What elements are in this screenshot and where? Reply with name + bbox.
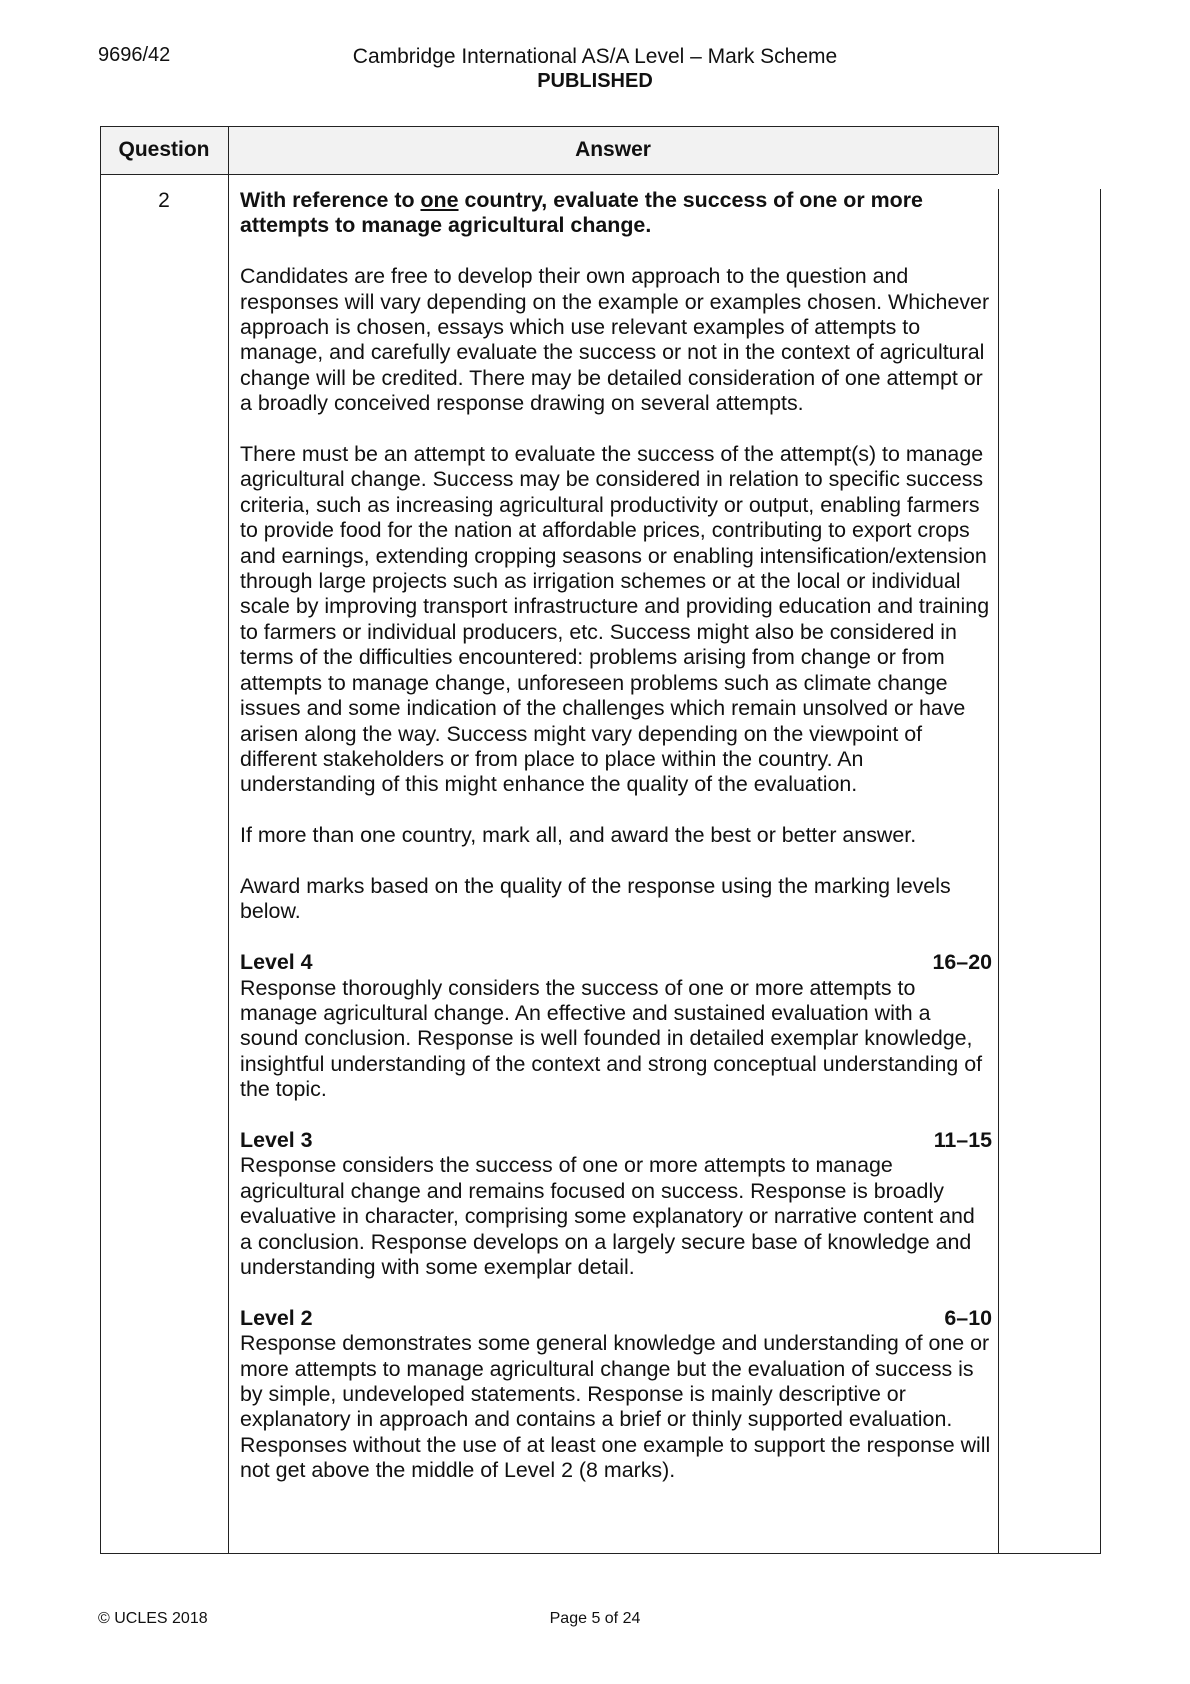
level-description: Response considers the success of one or more attempts to manage agricultural change and remains focused on success. Response is broadly evaluative in character, comprising some explanatory or narrative content and a conclusion. Response develops on a largely secure base of knowledge and understanding with some exemplar detail.	[240, 1153, 975, 1279]
answer-cell	[240, 188, 992, 1484]
marking-level-2	[240, 1306, 992, 1484]
copyright-notice: © UCLES 2018	[98, 1610, 208, 1627]
level-label: Level 2	[240, 1305, 313, 1330]
table-header-right-border	[998, 126, 999, 174]
question-underlined-word: one	[420, 188, 459, 212]
column-header-question: Question	[118, 138, 210, 161]
document-title: Cambridge International AS/A Level – Mark Scheme	[352, 45, 838, 68]
column-header-answer: Answer	[575, 138, 651, 161]
level-marks: 16–20	[932, 950, 992, 975]
level-description: Response thoroughly considers the success of one or more attempts to manage agricultural change. An effective and sustained evaluation with a sound conclusion. Response is well founded in detailed exemplar knowledge, insightful understanding of the context and strong conceptual understanding of the topic.	[240, 975, 983, 1102]
answer-paragraph-approach: Candidates are free to develop their own approach to the question and responses will vary depending on the example or examples chosen. Whichever approach is chosen, essays which use relevant examples of attempts to manage, and carefully evaluate the success or not in the context of agricultural change will be credited. There may be detailed consideration of one attempt or a broadly conceived response drawing on several attempts.	[240, 264, 990, 416]
page-number: Page 5 of 24	[549, 1610, 641, 1627]
marking-level-3	[240, 1128, 992, 1280]
level-heading	[240, 1306, 992, 1331]
marking-level-4	[240, 950, 992, 1102]
document-status: PUBLISHED	[537, 70, 653, 92]
level-label: Level 4	[240, 950, 313, 975]
answer-paragraph-evaluation: There must be an attempt to evaluate the success of the attempt(s) to manage agricultural change. Success may be considered in relation to specific success criteria, such as increasing agricultural productivity or output, enabling farmers to provide food for the nation at affordable prices, contributing to export crops and earnings, extending cropping seasons or enabling intensification/extension through large projects such as irrigation schemes or at the local or individual scale by improving transport infrastructure and providing education and training to farmers or individual producers, etc. Success might also be considered in terms of the difficulties encountered: problems arising from change or from attempts to manage change, unforeseen problems such as climate change issues and some indication of the challenges which remain unsolved or have arisen along the way. Success might vary depending on the viewpoint of different stakeholders or from place to place within the country. An understanding of this might enhance the quality of the evaluation.	[240, 442, 990, 797]
answer-paragraph-award-marks: Award marks based on the quality of the response using the marking levels below.	[240, 873, 951, 924]
question-text: With reference to one country, evaluate the success of one or more attempts to manage agricultural change.	[240, 188, 923, 238]
question-number: 2	[158, 189, 170, 212]
answer-paragraph-multiple-countries: If more than one country, mark all, and award the best or better answer.	[240, 823, 917, 848]
table-column-divider	[228, 126, 229, 1553]
level-heading	[240, 1128, 992, 1153]
level-marks: 6–10	[944, 1305, 992, 1330]
table-left-border	[100, 126, 101, 1553]
level-label: Level 3	[240, 1127, 313, 1152]
level-marks: 11–15	[933, 1127, 992, 1152]
table-header-bottom-border	[100, 174, 998, 175]
table-answer-right-border	[998, 189, 999, 1553]
document-code: 9696/42	[98, 44, 171, 66]
table-outer-right-border	[1100, 189, 1101, 1553]
table-bottom-border	[100, 1553, 1101, 1554]
level-description: Response demonstrates some general knowledge and understanding of one or more attempts to manage agricultural change but the evaluation of success is by simple, undeveloped statements. Response is mainly descriptive or explanatory in approach and contains a brief or thinly supported evaluation. Responses without the use of at least one example to support the response will not get above the middle of Level 2 (8 marks).	[240, 1331, 991, 1483]
level-heading	[240, 950, 992, 975]
document-header	[0, 44, 1190, 94]
